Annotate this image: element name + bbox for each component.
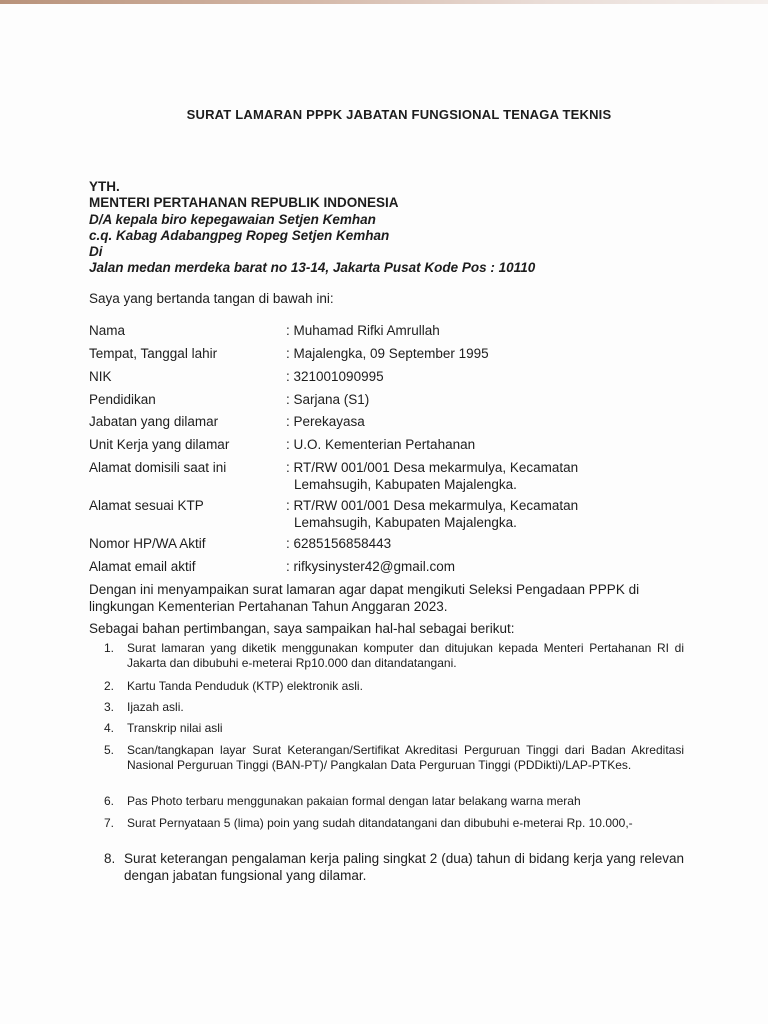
field-value: : 321001090995	[286, 369, 384, 384]
letter-title: SURAT LAMARAN PPPK JABATAN FUNGSIONAL TENAGA TEKNIS	[186, 107, 612, 122]
field-label: Nama	[89, 323, 126, 338]
page-top-edge	[0, 0, 768, 4]
list-item: 3. Ijazah asli.	[104, 700, 184, 714]
field-value: : Muhamad Rifki Amrullah	[286, 323, 440, 338]
list-item: 4. Transkrip nilai asli	[104, 721, 223, 735]
recipient-address	[89, 179, 535, 277]
considerations-intro: Sebagai bahan pertimbangan, saya sampaikan hal-hal sebagai berikut:	[89, 621, 515, 636]
field-label: Unit Kerja yang dilamar	[89, 437, 230, 452]
field-value: : Majalengka, 09 September 1995	[286, 346, 489, 361]
list-item: 8. Surat keterangan pengalaman kerja paling singkat 2 (dua) tahun di bidang kerja yang relevan dengan jabatan fungsional yang dilamar.	[104, 851, 684, 883]
list-item: 7. Surat Pernyataan 5 (lima) poin yang sudah ditandatangani dan dibubuhi e-meterai Rp. 10.000,-	[104, 816, 633, 830]
list-item: 5. Scan/tangkapan layar Surat Keterangan/Sertifikat Akreditasi Perguruan Tinggi dari Badan Akreditasi Nasional Perguruan Tinggi (BAN-PT)/ Pangkalan Data Perguruan Tinggi (PDDikti)/LAP-PTKes.	[104, 743, 684, 772]
application-paragraph: Dengan ini menyampaikan surat lamaran agar dapat mengikuti Seleksi Pengadaan PPPK di lingkungan Kementerian Pertahanan Tahun Anggaran 2023.	[89, 582, 640, 614]
field-value: : rifkysinyster42@gmail.com	[286, 559, 455, 574]
address-line-via: D/A kepala biro kepegawaian Setjen Kemhan	[89, 211, 376, 227]
field-value: : U.O. Kementerian Pertahanan	[286, 437, 476, 452]
list-item: 6. Pas Photo terbaru menggunakan pakaian formal dengan latar belakang warna merah	[104, 794, 581, 808]
field-value: : RT/RW 001/001 Desa mekarmulya, Kecamatan Lemahsugih, Kabupaten Majalengka.	[286, 460, 579, 492]
field-label: Tempat, Tanggal lahir	[89, 346, 218, 361]
list-item: 2. Kartu Tanda Penduduk (KTP) elektronik asli.	[104, 679, 363, 693]
field-label: Pendidikan	[89, 392, 156, 407]
address-line-cq: c.q. Kabag Adabangpeg Ropeg Setjen Kemhan	[89, 227, 390, 243]
address-line-di: Di	[89, 244, 103, 260]
address-line-street: Jalan medan merdeka barat no 13-14, Jakarta Pusat Kode Pos : 10110	[89, 260, 536, 276]
field-value: : RT/RW 001/001 Desa mekarmulya, Kecamatan Lemahsugih, Kabupaten Majalengka.	[286, 498, 579, 530]
field-value: : Sarjana (S1)	[286, 392, 370, 407]
field-label: Nomor HP/WA Aktif	[89, 536, 206, 551]
address-line-minister: MENTERI PERTAHANAN REPUBLIK INDONESIA	[89, 195, 399, 211]
list-item: 1. Surat lamaran yang diketik menggunakan komputer dan ditujukan kepada Menteri Pertahanan RI di Jakarta dan dibubuhi e-meterai Rp10.000 dan ditandatangani.	[104, 641, 684, 670]
field-label: Alamat sesuai KTP	[89, 498, 204, 513]
field-label: Alamat email aktif	[89, 559, 196, 574]
field-label: Alamat domisili saat ini	[89, 460, 227, 475]
field-label: Jabatan yang dilamar	[89, 414, 219, 429]
field-value: : 6285156858443	[286, 536, 392, 551]
address-line-yth: YTH.	[89, 179, 120, 194]
intro-text: Saya yang bertanda tangan di bawah ini:	[89, 291, 334, 306]
field-label: NIK	[89, 369, 112, 384]
field-value: : Perekayasa	[286, 414, 365, 429]
